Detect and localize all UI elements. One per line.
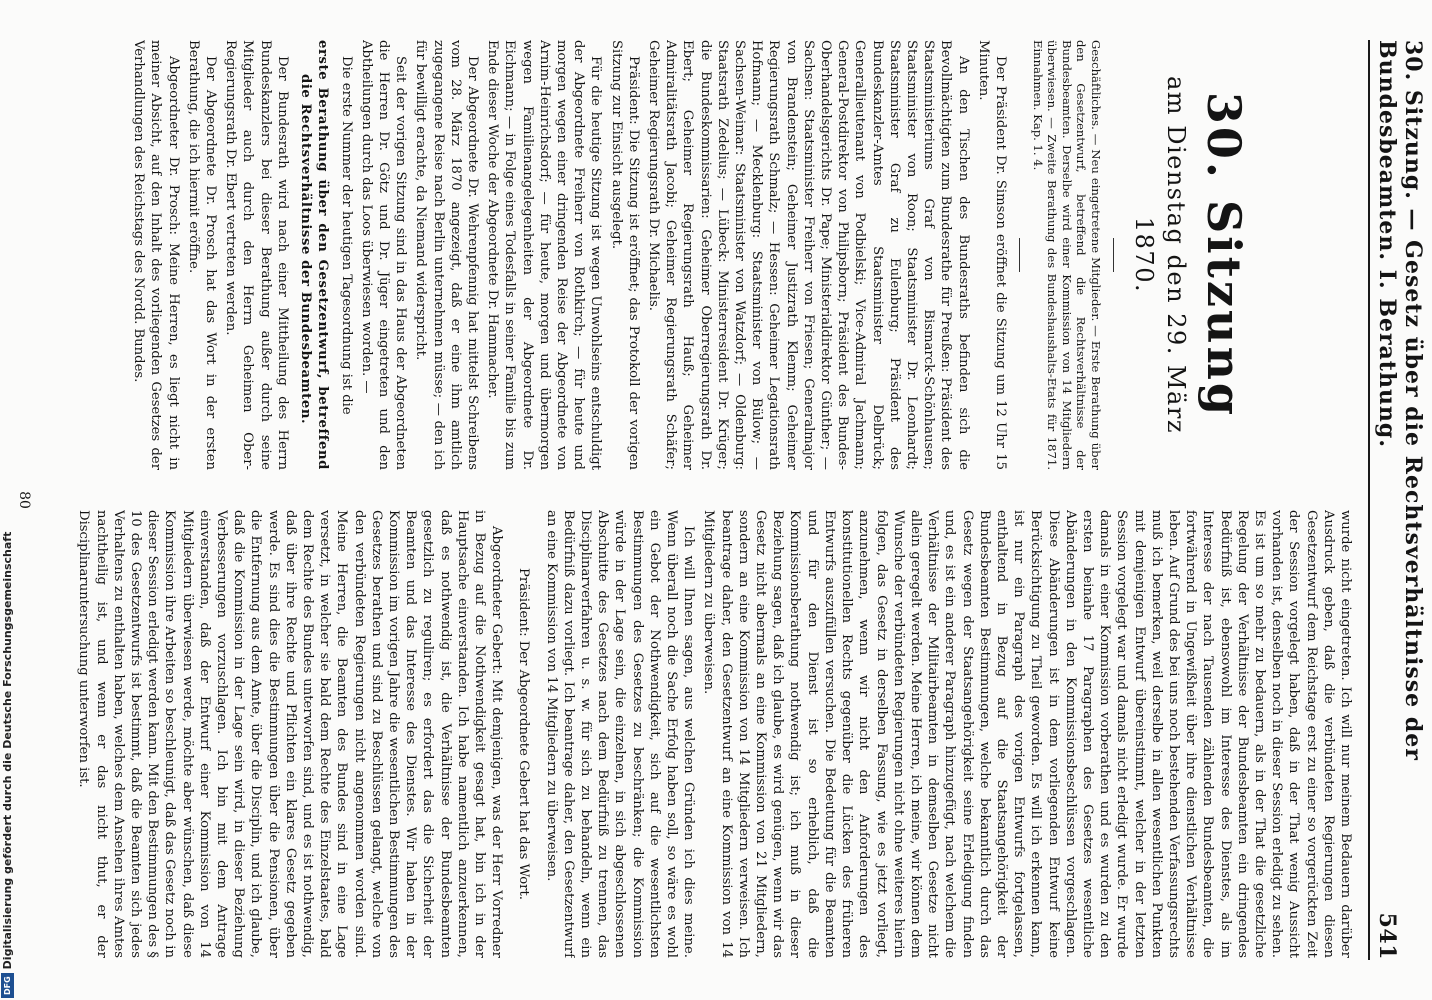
right-column xyxy=(70,510,1354,958)
running-head: 30. Sitzung. — Gesetz über die Rechtsverhältnisse der Bundesbeamten. I. Berathung. xyxy=(1374,40,1426,761)
president-line: Präsident: Der Abgeordnete Gebert hat das Wort. xyxy=(516,568,532,900)
attendance-paragraph: An den Tischen des Bundesraths befinden sich die Bevollmächtigten zum Bundesrathe für Preußen: Präsident des Staatsministeriums Graf von Bismarck-Schönhausen; Staatsminister von Roon; Staatsminister Dr. Leonhardt; Staatsminister Graf zu Eulenburg; Präsident des Bundeskanzler-Amtes Staatsminister Delbrück; Generallieutenant von Podbielski; Vice-Admiral Jachmann; General-Postdirektor von Philipsborn; Präsident des Bundes-Oberhandelsgerichts Dr. Pape; Ministerialdirektor Günther; — Sachsen: Staatsminister Freiherr von Friesen; Generalmajor von Brandenstein; Geheimer Justizrath Klemm; Geheimer Regierungsrath Schmalz; — Hessen: Geheimer Legationsrath Hofmann; — Mecklenburg: Staatsminister von Bülow; — Sachsen-Weimar: Staatsminister von Watzdorf; — Oldenburg: Staatsrath Zedelius; — Lübeck: Ministerresident Dr. Krüger; die Bundeskommissarien: Geheimer Oberregierungsrath Dr. Ebert; Geheimer Regierungsrath Hauß; Geheimer Admiralitätsrath Jacobi; Geheimer Regierungsrath Schäfer; Geheimer Regierungsrath Dr. Michaelis. xyxy=(645,40,971,470)
body-paragraph: Der Bundesrath wird nach einer Mittheilung des Herrn Bundeskanzlers bei dieser Berathung außer durch seine Mitglieder auch durch den Herrn Geheimen Ober-Regierungsrath Dr. Ebert vertreten werden. xyxy=(223,40,290,470)
footer-page-number: 80 xyxy=(16,491,32,509)
page-header xyxy=(1374,40,1426,960)
body-paragraph: Der Abgeordnete Dr. Prosch hat das Wort in der ersten Berathung, die ich hiermit eröffne. xyxy=(185,40,219,470)
agenda-item: erste Berathung über den Gesetzentwurf, betreffend die Rechtsverhältnisse der Bundesbeamten. xyxy=(298,40,331,470)
divider xyxy=(1113,238,1114,272)
dfg-logo-icon: DFG xyxy=(1,973,14,998)
body-paragraph: Für die heutige Sitzung ist wegen Unwohlseins entschuldigt der Abgeordnete Freiherr von Rothkirch; — für heute und morgen wegen einer dringenden Reise der Abgeordnete von Arnim-Heinrichsdorf; — für heute, morgen und übermorgen wegen Familienangelegenheiten der Abgeordnete Dr. Eichmann; — in Folge eines Todesfalls in seiner Familie bis zum Ende dieser Woche der Abgeordnete Dr. Hammacher. xyxy=(485,40,604,470)
body-paragraph: Abgeordneter Dr. Prosch: Meine Herren, es liegt nicht in meiner Absicht, auf den Inhalt des vorliegenden Gesetzes der Verhandlungen des Reichstags des Nordd. Bundes. xyxy=(131,40,181,470)
body-paragraph: Die erste Nummer der heutigen Tagesordnung ist die xyxy=(338,56,354,415)
header-rule xyxy=(1368,40,1370,960)
divider xyxy=(1019,238,1020,272)
session-title: 30. Sitzung xyxy=(1197,91,1251,419)
session-date: am Dienstag den 29. März 1870. xyxy=(1130,76,1190,434)
digitization-credit xyxy=(1,532,14,998)
body-paragraph: Der Abgeordnete Dr. Wehrenpfennig hat mittelst Schreibens vom 28. März 1870 angezeigt, daß er eine ihm amtlich zugegangene Reise nach Berlin unternehmen müsse; — den ich für bewilligt erachte, da Niemand widerspricht. xyxy=(413,40,480,470)
body-paragraph: Ich will Ihnen sagen, aus welchen Gründen ich dies meine. Wenn überall noch die Sache Erfolg haben soll, so wäre es wohl ein Gebot der Nothwendigkeit, sich auf die wesentlichsten Bestimmungen des Gesetzes zu beschränken; die Kommission würde in der Lage sein, die einzelnen, in sich abgeschlossenen Abschnitte des Gesetzes nach dem Bedürfniß zu trennen, das Disciplinarverfahren u. s. w. für sich zu behandeln, wenn ein Bedürfniß dazu vorliegt. Ich beantrage daher, den Gesetzentwurf an eine Kommission von 14 Mitgliedern zu überweisen. xyxy=(543,510,697,958)
page-number: 541 xyxy=(1374,912,1400,960)
body-paragraph: Seit der vorigen Sitzung sind in das Haus der Abgeordneten die Herren Dr. Götz und Dr. Jüger eingetreten und den Abtheilungen durch das Loos überwiesen worden. — xyxy=(358,40,409,470)
opening-paragraph: Der Präsident Dr. Simson eröffnet die Sitzung um 12 Uhr 15 Minuten. xyxy=(975,40,1009,470)
body-paragraph: wurde nicht eingetreten. Ich will nur meinem Bedauern darüber Ausdruck geben, daß die verbündeten Regierungen diesen Gesetzentwurf dem Reichstage erst zu einer so vorgerückten Zeit der Session vorgelegt haben, daß in der That wenig Aussicht vorhanden ist, denselben noch in dieser Session erledigt zu sehen. Es ist um so mehr zu bedauern, als in der That die gesetzliche Regelung der Verhältnisse der Bundesbeamten ein dringendes Bedürfniß ist, ebensowohl im Interesse des Dienstes, als im Interesse der nach Tausenden zählenden Bundesbeamten, die fortwährend in Ungewißheit über ihre dienstlichen Verhältnisse leben. Auf Grund des bei uns noch bestehenden Verfassungsrechts muß ich bemerken, weil derselbe in allen wesentlichen Punkten mit demjenigen Entwurf übereinstimmt, welcher in der letzten Session vorgelegt war und damals nicht erledigt wurde. Er wurde damals in einer Kommission vorberathen und es wurden zu den ersten beinahe 17 Paragraphen des Gesetzes wesentliche Abänderungen in den Kommissionsbeschlüssen vorgeschlagen. Diese Abänderungen ist in dem vorliegenden Entwurf keine Berücksichtigung zu Theil geworden. Es will ich erkennen kann, ist nur ein Paragraph des vorigen Entwurfs fortgelassen, enthaltend in Bezug auf die Staatsangehörigkeit der Bundesbeamten Bestimmungen, welche bekanntlich durch das Gesetz wegen der Staatsangehörigkeit seine Erledigung finden und, es ist ein anderer Paragraph hinzugefügt, nach welchem die Verhältnisse der Militairbeamten in demselben Gesetze nicht allein geregelt werden. Meine Herren, ich meine, wir können dem Wunsche der verbündeten Regierungen nicht ohne weiteres hierin folgen, das Gesetz in derselben Fassung, wie es jetzt vorliegt, anzunehmen, wenn wir nicht den Anforderungen des konstitutionellen Rechts gegenüber die Lücken des früheren Entwurfs auszufüllen versuchen. Die Bedeutung für die Beamten und für den Dienst ist so erheblich, daß die Kommissionsberathung nothwendig ist; ich muß in dieser Beziehung sagen, daß ich glaube, es wird genügen, wenn wir das Gesetz nicht abermals an eine Kommission von 21 Mitgliedern, sondern an eine Kommission von 14 Mitgliedern verweisen. Ich beantrage daher, den Gesetzentwurf an eine Kommission von 14 Mitgliedern zu überweisen. xyxy=(701,510,1353,958)
body-paragraph: Abgeordneter Gebert: Mit demjenigen, was der Herr Vorredner in Bezug auf die Nothwendigkeit gesagt hat, bin ich in der Hauptsache einverstanden. Ich habe namentlich anzuerkennen, daß es nothwendig ist, die Verhältnisse der Bundesbeamten gesetzlich zu reguliren; es erfordert das die Sicherheit der Beamten und das Interesse des Dienstes. Wir haben in der Kommission im vorigen Jahre die wesentlichen Bestimmungen des Gesetzes berathen und sind zu Beschlüssen gelangt, welche von den verbündeten Regierungen nicht angenommen worden sind. Meine Herren, die Beamten des Bundes sind in eine Lage versetzt, in welcher sie bald dem Rechte des Einzelstaates, bald dem Rechte des Bundes unterworfen sind, und es ist nothwendig, daß über ihre Rechte und Pflichten ein klares Gesetz gegeben werde. Es sind dies die Bestimmungen über die Pensionen, über die Entfernung aus dem Amte, über die Disciplin, und ich glaube, daß die Kommission in der Lage sein wird, in dieser Beziehung Verbesserungen vorzuschlagen. Ich bin mit dem Antrage einverstanden, daß der Entwurf einer Kommission von 14 Mitgliedern überwiesen werde, möchte aber wünschen, daß diese Kommission ihre Arbeiten so beschleunigt, daß das Gesetz noch in dieser Session erledigt werden kann. Mit den Bestimmungen des § 10 des Gesetzentwurfs ist bestimmt, daß die Beamten sich jedes Verhaltens zu enthalten haben, welches dem Ansehen ihres Amtes nachtheilig ist, und wenn er das nicht thut, er der Disciplinaruntersuchung unterworfen ist. xyxy=(76,510,505,958)
left-column xyxy=(70,40,1354,470)
president-remark: Präsident: Die Sitzung ist eröffnet; das Protokoll der vorigen Sitzung zur Einsicht ausgelegt. xyxy=(608,40,641,470)
session-summary: Geschäftliches. — Neu eingetretene Mitglieder. — Erste Berathung über den Gesetzentwurf, betreffend die Rechtsverhältnisse der Bundesbeamten. Derselbe wird einer Kommission von 14 Mitgliedern überwiesen. — Zweite Berathung des Bundeshaushalts-Etats für 1871. Einnahmen. Kap. 1. 4. xyxy=(1030,40,1103,470)
credit-text: Digitalisierung gefördert durch die Deutsche Forschungsgemeinschaft xyxy=(1,531,14,970)
